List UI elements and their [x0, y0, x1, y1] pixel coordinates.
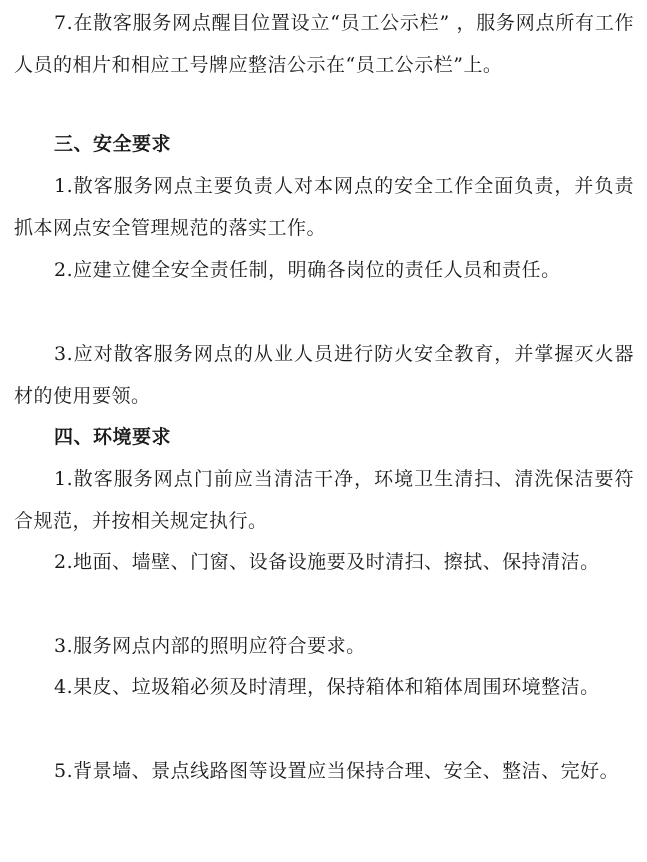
safety-item-1: 1.散客服务网点主要负责人对本网点的安全工作全面负责，并负责抓本网点安全管理规范的落实工作。 — [14, 175, 634, 239]
environment-item-4: 4.果皮、垃圾箱必须及时清理，保持箱体和箱体周围环境整洁。 — [54, 676, 600, 698]
environment-item-3: 3.服务网点内部的照明应符合要求。 — [54, 635, 366, 657]
section-heading-environment: 四、环境要求 — [54, 426, 172, 448]
safety-item-2: 2.应建立健全安全责任制，明确各岗位的责任人员和责任。 — [54, 259, 561, 281]
environment-item-1: 1.散客服务网点门前应当清洁干净，环境卫生清扫、清洗保洁要符合规范，并按相关规定执行。 — [14, 468, 634, 532]
section-heading-safety: 三、安全要求 — [54, 133, 172, 155]
paragraph-item-7: 7.在散客服务网点醒目位置设立“员工公示栏” ，服务网点所有工作人员的相片和相应工号牌应整洁公示在“员工公示栏”上。 — [14, 12, 634, 76]
environment-item-2: 2.地面、墙壁、门窗、设备设施要及时清扫、擦拭、保持清洁。 — [54, 551, 600, 573]
safety-item-3: 3.应对散客服务网点的从业人员进行防火安全教育，并掌握灭火器材的使用要领。 — [14, 343, 634, 407]
environment-item-5: 5.背景墙、景点线路图等设置应当保持合理、安全、整洁、完好。 — [54, 760, 620, 782]
